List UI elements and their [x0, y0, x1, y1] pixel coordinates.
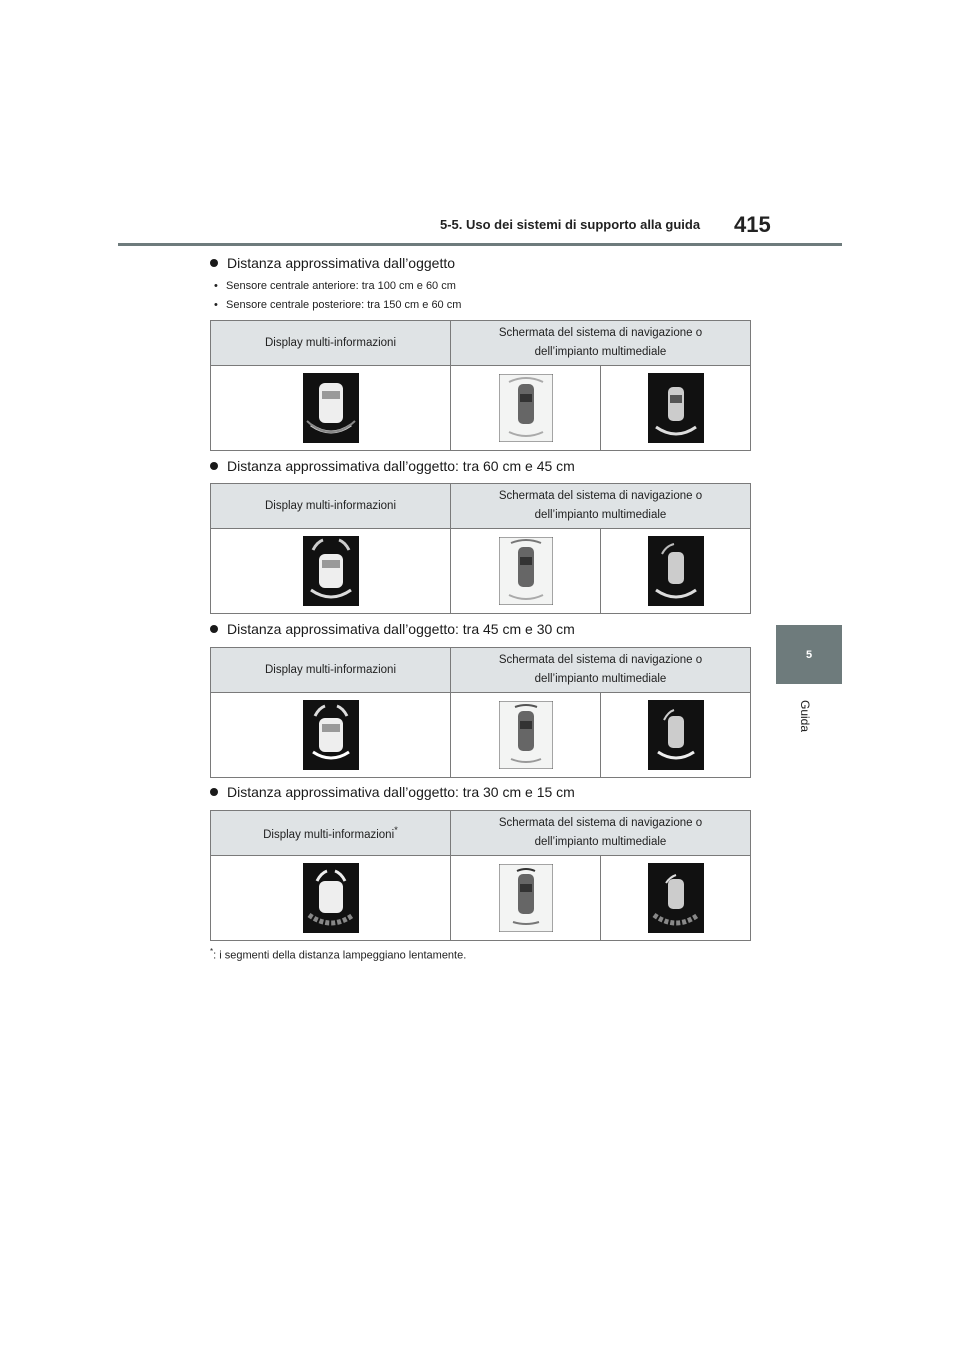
header-nav-screen: Schermata del sistema di navigazione o dell’impianto multimediale [451, 648, 751, 693]
multi-info-display-car-icon [303, 373, 359, 443]
image-multi-info [211, 529, 451, 614]
table-header-row [211, 811, 751, 856]
section-heading-1: Distanza approssimativa dall’oggetto [210, 255, 455, 271]
image-multi-info [211, 693, 451, 778]
table-section-2 [210, 483, 751, 614]
table-header-row [211, 321, 751, 366]
page-number: 415 [734, 212, 771, 237]
image-nav-dark [601, 529, 751, 614]
navigation-screen-car-dark [648, 536, 704, 606]
table-image-row [211, 693, 751, 778]
footnote-text: : i segmenti della distanza lampeggiano lentamente. [213, 949, 467, 962]
table-image-row [211, 366, 751, 451]
navigation-screen-car-dark [648, 373, 704, 443]
image-multi-info [211, 856, 451, 941]
navigation-screen-car-dark [648, 700, 704, 770]
sub-bullet-front: • Sensore centrale anteriore: tra 100 cm e 60 cm [214, 280, 456, 292]
table-header-row [211, 648, 751, 693]
navigation-screen-car-light [499, 537, 553, 605]
header-multi-info: Display multi-informazioni [211, 321, 451, 366]
table-section-1 [210, 320, 751, 451]
navigation-screen-car-light [499, 374, 553, 442]
header-rule [118, 243, 842, 246]
footnote-marker: * [210, 947, 214, 956]
header-multi-info: Display multi-informazioni [211, 648, 451, 693]
multi-info-display-car-icon [303, 700, 359, 770]
table-section-3 [210, 647, 751, 778]
table-image-row [211, 856, 751, 941]
image-nav-light [451, 693, 601, 778]
bullet-icon [210, 259, 218, 267]
section-heading-2: Distanza approssimativa dall’oggetto: tra 60 cm e 45 cm [210, 458, 575, 474]
section-heading-3: Distanza approssimativa dall’oggetto: tra 45 cm e 30 cm [210, 621, 575, 637]
header-nav-screen: Schermata del sistema di navigazione o dell’impianto multimediale [451, 811, 751, 856]
table-header-row [211, 484, 751, 529]
navigation-screen-car-light [499, 701, 553, 769]
header-nav-screen: Schermata del sistema di navigazione o dell’impianto multimediale [451, 321, 751, 366]
bullet-icon [210, 625, 218, 633]
table-section-4 [210, 810, 751, 941]
header-nav-screen: Schermata del sistema di navigazione o dell’impianto multimediale [451, 484, 751, 529]
sub-bullet-rear: • Sensore centrale posteriore: tra 150 cm e 60 cm [214, 299, 462, 311]
chapter-label: Guida [798, 700, 812, 733]
image-multi-info [211, 366, 451, 451]
section-heading-4: Distanza approssimativa dall’oggetto: tra 30 cm e 15 cm [210, 784, 575, 800]
header-multi-info-starred: Display multi-informazioni* [211, 811, 451, 856]
image-nav-dark [601, 693, 751, 778]
multi-info-display-car-icon [303, 863, 359, 933]
image-nav-light [451, 529, 601, 614]
table-image-row [211, 529, 751, 614]
multi-info-display-car-icon [303, 536, 359, 606]
image-nav-light [451, 856, 601, 941]
chapter-number: 5 [805, 648, 813, 661]
section-title: 5-5. Uso dei sistemi di supporto alla guida [440, 217, 701, 232]
bullet-icon [210, 462, 218, 470]
image-nav-dark [601, 366, 751, 451]
image-nav-dark [601, 856, 751, 941]
header-multi-info: Display multi-informazioni [211, 484, 451, 529]
navigation-screen-car-light [499, 864, 553, 932]
image-nav-light [451, 366, 601, 451]
bullet-icon [210, 788, 218, 796]
chapter-tab [776, 625, 842, 684]
footnote [210, 947, 466, 962]
navigation-screen-car-dark [648, 863, 704, 933]
